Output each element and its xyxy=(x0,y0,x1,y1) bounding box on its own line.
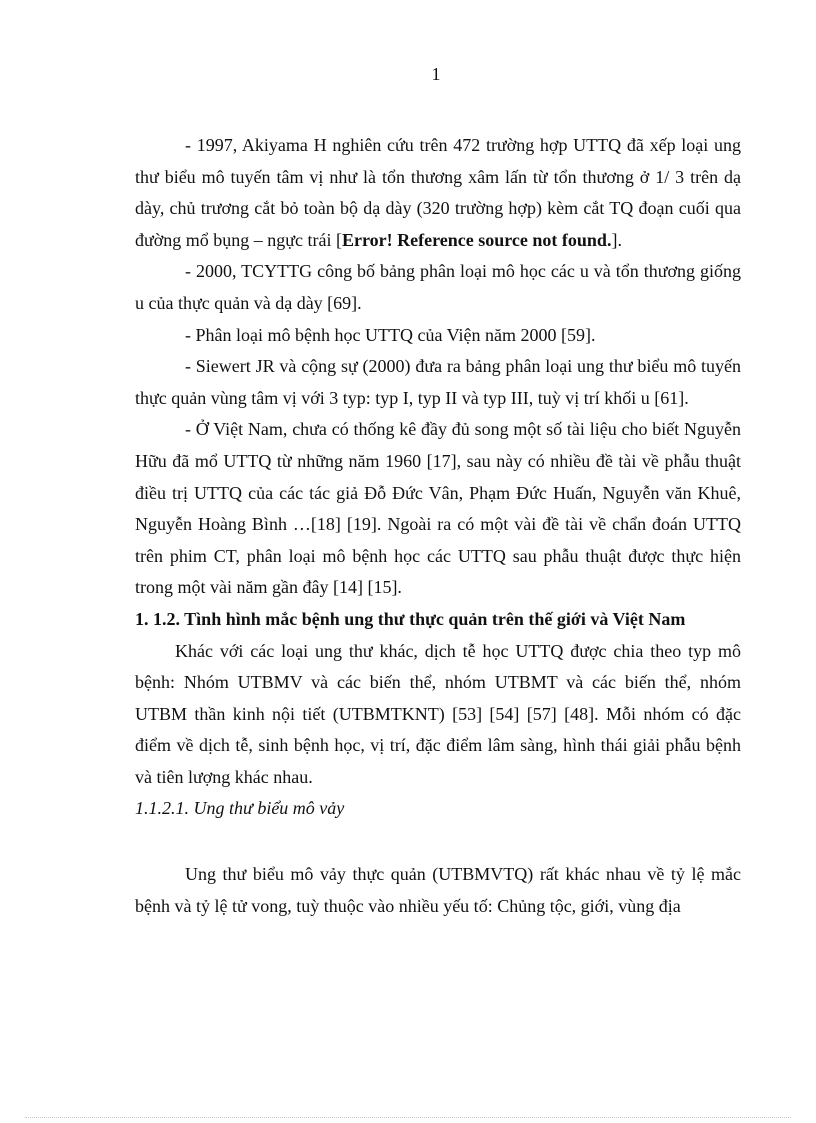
paragraph-epidemiology: Khác với các loại ung thư khác, dịch tễ học UTTQ được chia theo typ mô bệnh: Nhóm UTBMV và các biến thể, nhóm UTBMT và các biến thể, nhóm UTBM thần kinh nội tiết (UTBMTKNT) [53] [54] [57] [48]. Mỗi nhóm có đặc điểm về dịch tễ, sinh bệnh học, vị trí, đặc điểm lâm sàng, hình thái giải phẫu bệnh và tiên lượng khác nhau. xyxy=(135,640,741,787)
paragraph-akiyama xyxy=(135,130,741,256)
paragraph-akiyama-text: - 1997, Akiyama H nghiên cứu trên 472 trường hợp UTTQ đã xếp loại ung thư biểu mô tuyến tâm vị như là tổn thương xâm lấn từ tổn thương ở 1/ 3 trên dạ dày, chủ trương cắt bỏ toàn bộ dạ dày (320 trường hợp) kèm cắt TQ đoạn cuối qua đường mổ bụng – ngực trái [ xyxy=(135,135,741,250)
paragraph-vietnam: - Ở Việt Nam, chưa có thống kê đầy đủ song một số tài liệu cho biết Nguyễn Hữu đã mổ UTTQ từ những năm 1960 [17], sau này có nhiều đề tài về phẫu thuật điều trị UTTQ của các tác giả Đỗ Đức Vân, Phạm Đức Huấn, Nguyễn văn Khuê, Nguyễn Hoàng Bình …[18] [19]. Ngoài ra có một vài đề tài về chẩn đoán UTTQ trên phim CT, phân loại mô bệnh học các UTTQ sau phẫu thuật được thực hiện trong một vài năm gần đây [14] [15]. xyxy=(135,419,741,598)
page-number: 1 xyxy=(431,64,441,84)
page-bottom-divider xyxy=(25,1117,791,1118)
subsection-heading: 1.1.2.1. Ung thư biểu mô vảy xyxy=(135,798,345,819)
reference-error-text: Error! Reference source not found. xyxy=(342,229,612,250)
paragraph-squamous: Ung thư biểu mô vảy thực quản (UTBMVTQ) rất khác nhau về tỷ lệ mắc bệnh và tỷ lệ tử vong, tuỳ thuộc vào nhiều yếu tố: Chủng tộc, giới, vùng địa xyxy=(135,864,741,916)
section-heading: 1. 1.2. Tình hình mắc bệnh ung thư thực quản trên thế giới và Việt Nam xyxy=(135,608,686,629)
paragraph-who-2000: - 2000, TCYTTG công bố bảng phân loại mô học các u và tổn thương giống u của thực quản và dạ dày [69]. xyxy=(135,261,741,313)
paragraph-institute-classification: - Phân loại mô bệnh học UTTQ của Viện năm 2000 [59]. xyxy=(185,324,596,345)
paragraph-siewert: - Siewert JR và cộng sự (2000) đưa ra bảng phân loại ung thư biểu mô tuyến thực quản vùng tâm vị với 3 typ: typ I, typ II và typ III, tuỳ vị trí khối u [61]. xyxy=(135,356,741,408)
document-body xyxy=(135,130,741,922)
paragraph-akiyama-end: ]. xyxy=(611,229,622,250)
